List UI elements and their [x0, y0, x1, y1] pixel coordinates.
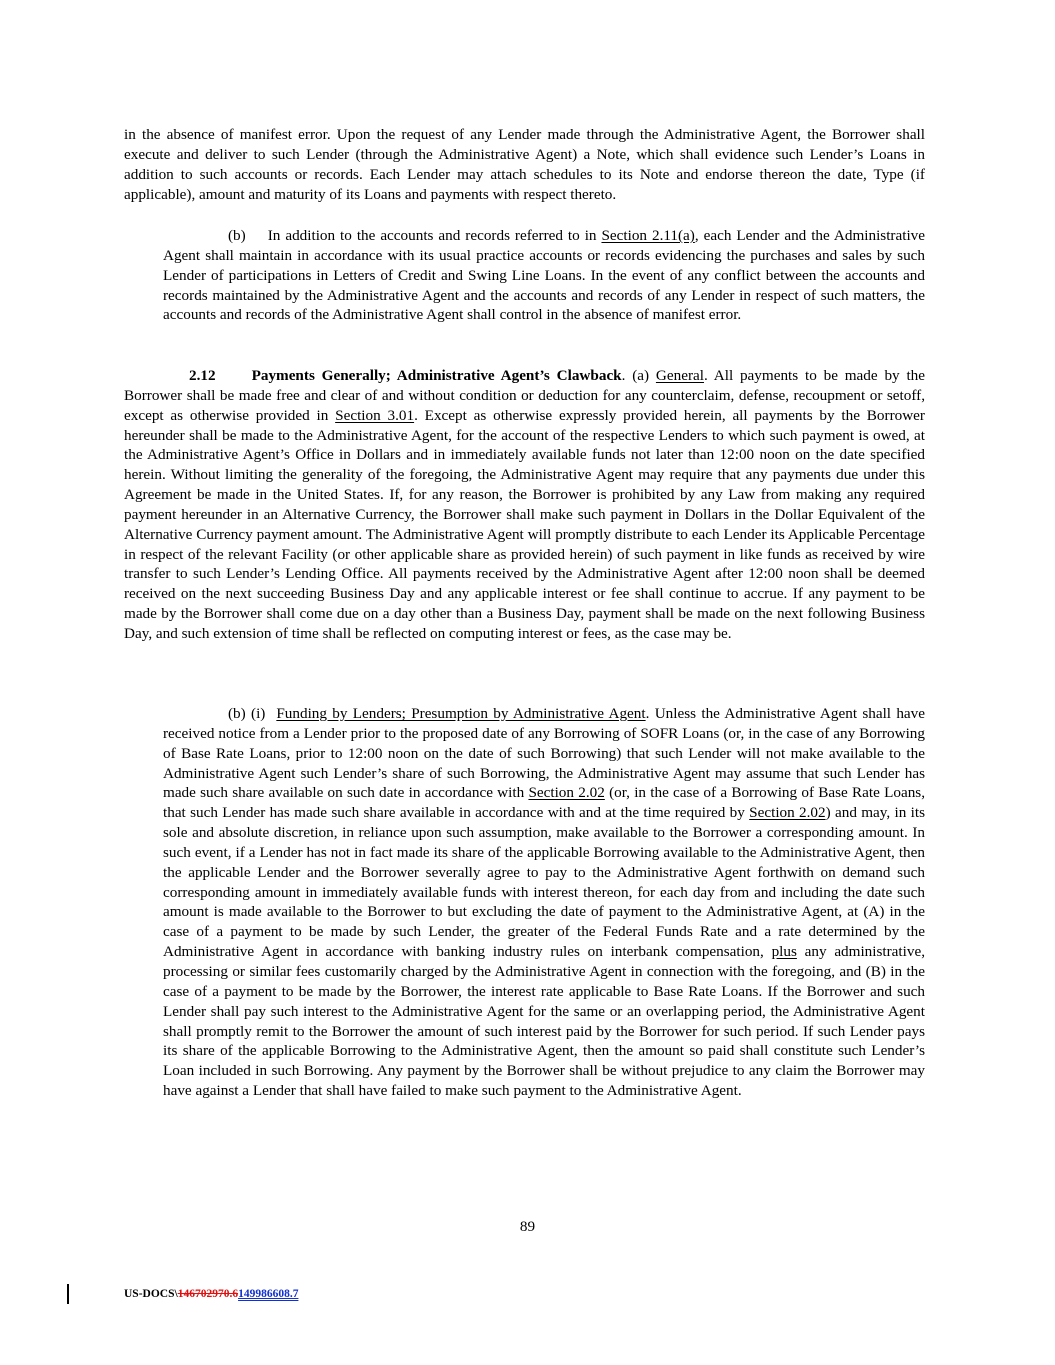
subsection-title-general: General	[655, 367, 704, 384]
doc-id-deleted: 146702970.6	[177, 1288, 239, 1300]
doc-id-prefix: US-DOCS\	[124, 1288, 178, 1300]
section-ref-2-02-b: Section 2.02	[749, 804, 826, 822]
change-bar	[67, 1284, 69, 1304]
section-ref-3-01: Section 3.01	[335, 406, 415, 424]
plus-term: plus	[771, 943, 797, 961]
section-ref-2-02-a: Section 2.02	[528, 784, 605, 802]
subsection-title-funding: Funding by Lenders; Presumption by Administrative Agent	[276, 705, 646, 722]
paragraph-b-i-label: (b) (i)	[228, 705, 266, 722]
section-ref-2-11a: Section 2.11(a)	[601, 227, 695, 244]
paragraph-intro: in the absence of manifest error. Upon the request of any Lender made through the Administrative Agent, the Borrower shall execute and deliver to such Lender (through the Administrative Agent) a Note, which shall evidence such Lender’s Loans in addition to such accounts or records. Each Lender may attach schedules to its Note and endorse thereon the date, Type (if applicable), amount and maturity of its Loans and payments with respect thereto.	[124, 126, 925, 203]
section-2-12: 2.12 Payments Generally; Administrative Agent’s Clawback. (a) General. All payments to be made by the Borrower shall be made free and clear of and without condition or deduction for any counterclaim, defense, recoupment or setoff, except as otherwise provided in Section 3.01. Except as otherwise expressly provided herein, all payments by the Borrower hereunder shall be made to the Administrative Agent, for the account of the respective Lenders to which such payment is owed, at the Administrative Agent’s Office in Dollars and in immediately available funds not later than 12:00 noon on the date specified herein. Without limiting the generality of the foregoing, the Administrative Agent may require that any payments due under this Agreement be made in the United States. If, for any reason, the Borrower is prohibited by any Law from making any required payment hereunder in an Alternative Currency, the Borrower shall make such payment in Dollars in the Dollar Equivalent of the Alternative Currency payment amount. The Administrative Agent will promptly distribute to each Lender its Applicable Percentage in respect of the relevant Facility (or other applicable share as provided herein) of such payment in like funds as received by wire transfer to such Lender’s Lending Office. All payments received by the Administrative Agent after 12:00 noon shall be deemed received on the next succeeding Business Day and any applicable interest or fee shall continue to accrue. If any payment to be made by the Borrower shall come due on a day other than a Business Day, payment shall be made on the next following Business Day, and such extension of time shall be reflected on computing interest or fees, as the case may be.	[124, 367, 925, 642]
paragraph-b-label: (b)	[228, 227, 246, 244]
section-number: 2.12	[189, 367, 216, 384]
paragraph-b-i: (b) (i) Funding by Lenders; Presumption by Administrative Agent. Unless the Administrative Agent shall have received notice from a Lender prior to the proposed date of any Borrowing of SOFR Loans (or, in the case of any Borrowing of Base Rate Loans, prior to 12:00 noon on the date of such Borrowing) that such Lender will not make available to the Administrative Agent such Lender’s share of such Borrowing, the Administrative Agent may assume that such Lender has made such share available on such date in accordance with Section 2.02 (or, in the case of a Borrowing of Base Rate Loans, that such Lender has made such share available in accordance with and at the time required by Section 2.02) and may, in its sole and absolute discretion, in reliance upon such assumption, make available to the Borrower a corresponding amount. In such event, if a Lender has not in fact made its share of the applicable Borrowing available to the Administrative Agent, then the applicable Lender and the Borrower severally agree to pay to the Administrative Agent forthwith on demand such corresponding amount in immediately available funds with interest thereon, for each day from and including the date such amount is made available to the Borrower to but excluding the date of payment to the Administrative Agent, at (A) in the case of a payment to be made by such Lender, the greater of the Federal Funds Rate and a rate determined by the Administrative Agent in accordance with banking industry rules on interbank compensation, plus any administrative, processing or similar fees customarily charged by the Administrative Agent in connection with the foregoing, and (B) in the case of a payment to be made by the Borrower, the interest rate applicable to Base Rate Loans. If the Borrower and such Lender shall pay such interest to the Administrative Agent for the same or an overlapping period, the Administrative Agent shall promptly remit to the Borrower the amount of such interest paid by the Borrower for such period. If such Lender pays its share of the applicable Borrowing to the Administrative Agent, then the amount so paid shall constitute such Lender’s Loan included in such Borrowing. Any payment by the Borrower shall be without prejudice to any claim the Borrower may have against a Lender that shall have failed to make such payment to the Administrative Agent.	[163, 705, 926, 1100]
section-title: Payments Generally; Administrative Agent’s Clawback	[251, 367, 622, 384]
page-number: 89	[519, 1218, 536, 1235]
paragraph-b: (b) In addition to the accounts and records referred to in Section 2.11(a), each Lender and the Administrative Agent shall maintain in accordance with its usual practice accounts or records evidencing the purchases and sales by such Lender of participations in Letters of Credit and Swing Line Loans. In the event of any conflict between the accounts and records maintained by the Administrative Agent and the accounts and records of any Lender in respect of such matters, the accounts and records of the Administrative Agent shall control in the absence of manifest error.	[163, 227, 925, 324]
document-id-footer	[124, 1288, 298, 1300]
doc-id-inserted: 149986608.7	[238, 1288, 299, 1300]
